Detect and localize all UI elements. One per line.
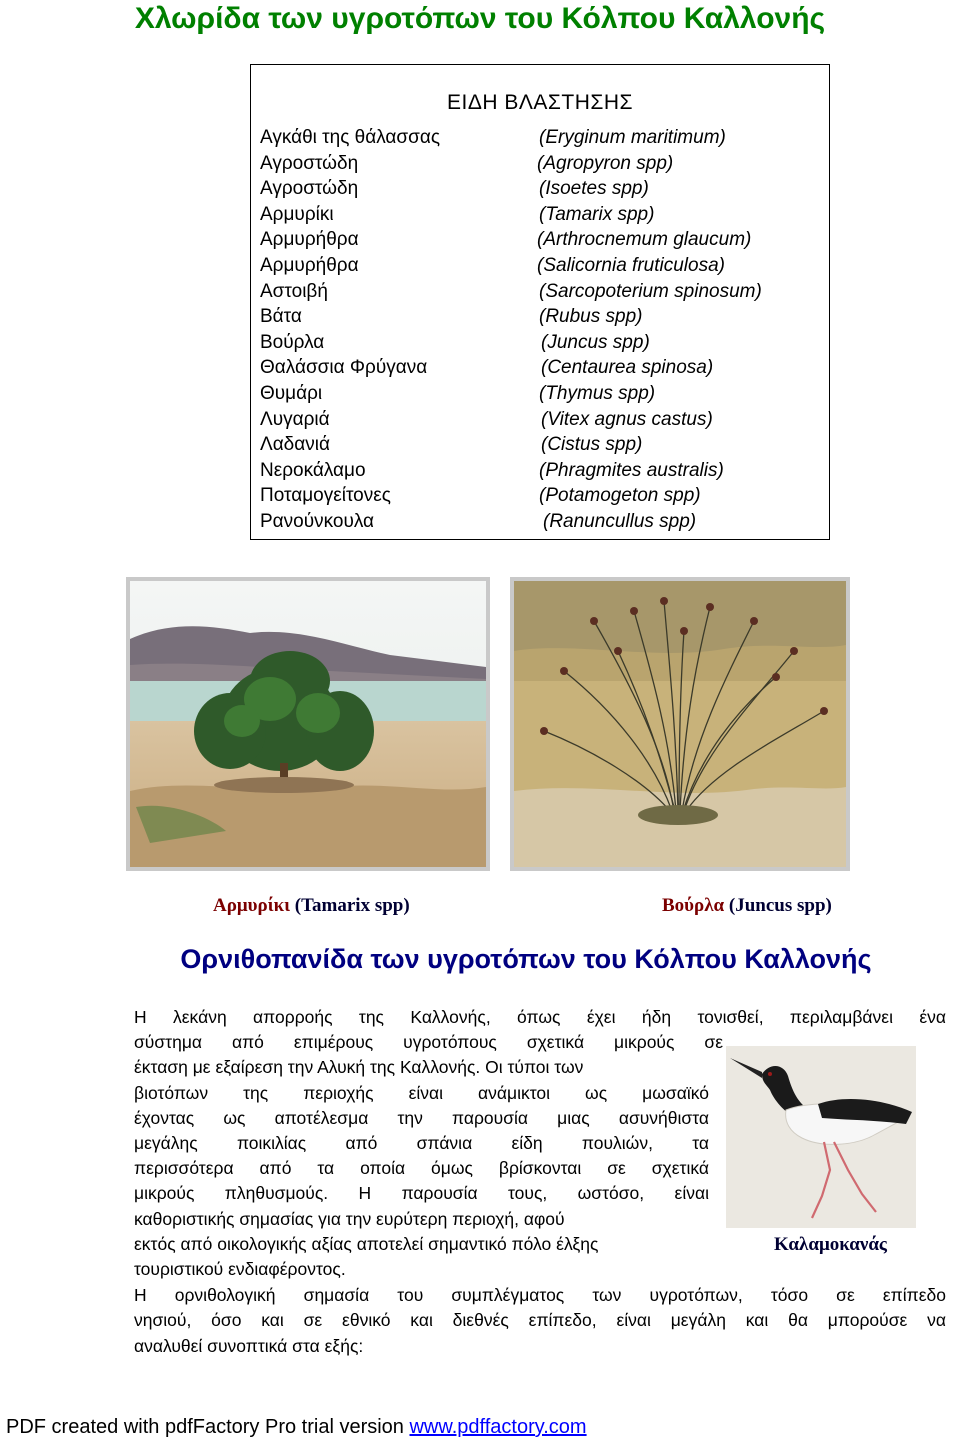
- species-row: [251, 281, 829, 307]
- juncus-caption-name: Βούρλα: [662, 895, 725, 916]
- species-scientific-name: (Isoetes spp): [539, 178, 649, 200]
- species-scientific-name: (Tamarix spp): [539, 203, 655, 225]
- body-line: νησιού, όσο και σε εθνικό και διεθνές επίπεδο, είναι μεγάλη και θα μπορούσε να: [134, 1310, 946, 1330]
- species-row: [251, 357, 829, 383]
- species-scientific-name: (Juncus spp): [541, 331, 650, 353]
- species-common-name: Αγροστώδη: [260, 152, 359, 174]
- species-row: [251, 178, 829, 204]
- footer: [6, 1416, 587, 1439]
- species-row: [251, 332, 829, 358]
- species-scientific-name: (Agropyron spp): [537, 152, 674, 174]
- tamarix-caption-latin: (Tamarix spp): [294, 895, 410, 916]
- species-scientific-name: (Rubus spp): [539, 306, 643, 328]
- species-scientific-name: (Centaurea spinosa): [541, 357, 714, 379]
- species-common-name: Ποταμογείτονες: [260, 485, 391, 507]
- body-line: μικρούς πληθυσμούς. Η παρουσία τους, ωστόσο, είναι: [134, 1183, 709, 1203]
- page-title: Χλωρίδα των υγροτόπων του Κόλπου Καλλονής: [134, 2, 826, 35]
- juncus-photo: [510, 577, 850, 871]
- species-row: [251, 306, 829, 332]
- species-scientific-name: (Sarcopoterium spinosum): [539, 280, 762, 302]
- species-table: [250, 64, 830, 540]
- species-common-name: Νεροκάλαμο: [260, 459, 366, 481]
- juncus-caption-latin: (Juncus spp): [728, 895, 832, 916]
- species-common-name: Αρμυρήθρα: [260, 255, 359, 276]
- juncus-caption: [662, 895, 832, 917]
- species-row: [251, 255, 829, 281]
- body-line: εκτός από οικολογικής αξίας αποτελεί σημαντικό πόλο έλξης: [134, 1234, 599, 1254]
- body-line: καθοριστικής σημασίας για την ευρύτερη περιοχή, αφού: [134, 1209, 565, 1229]
- body-line: Η λεκάνη απορροής της Καλλονής, όπως έχει ήδη τονισθεί, περιλαμβάνει ένα: [134, 1007, 946, 1027]
- tamarix-photo: [126, 577, 490, 871]
- species-common-name: Λαδανιά: [260, 434, 330, 456]
- species-scientific-name: (Thymus spp): [539, 383, 656, 404]
- footer-link[interactable]: www.pdffactory.com: [409, 1416, 587, 1438]
- footer-text: PDF created with pdfFactory Pro trial version: [6, 1416, 410, 1438]
- species-common-name: Θυμάρι: [260, 383, 323, 404]
- tamarix-caption-name: Αρμυρίκι: [213, 895, 291, 916]
- bird-image: [726, 1046, 916, 1228]
- species-row: [251, 127, 829, 153]
- species-common-name: Θαλάσσια Φρύγανα: [260, 357, 428, 379]
- species-common-name: Αστοιβή: [260, 280, 328, 302]
- species-common-name: Ρανούνκουλα: [260, 511, 375, 532]
- species-row: [251, 204, 829, 230]
- juncus-image: [514, 581, 846, 867]
- species-scientific-name: (Ranuncullus spp): [543, 511, 697, 532]
- body-line: Η ορνιθολογική σημασία του συμπλέγματος των υγροτόπων, τόσο σε επίπεδο: [134, 1285, 946, 1305]
- body-line: αναλυθεί συνοπτικά στα εξής:: [134, 1336, 364, 1356]
- species-common-name: Αγροστώδη: [260, 178, 359, 200]
- species-row: [251, 383, 829, 409]
- species-scientific-name: (Salicornia fruticulosa): [537, 255, 725, 276]
- species-common-name: Βάτα: [260, 306, 302, 328]
- species-common-name: Αγκάθι της θάλασσας: [260, 127, 440, 148]
- species-scientific-name: (Eryginum maritimum): [539, 127, 726, 148]
- species-scientific-name: (Potamogeton spp): [539, 485, 701, 507]
- species-common-name: Αρμυρίκι: [260, 203, 334, 225]
- body-line: μεγάλης ποικιλίας από σπάνια είδη πουλιών, τα: [134, 1133, 709, 1153]
- species-row: [251, 460, 829, 486]
- species-scientific-name: (Cistus spp): [541, 434, 643, 456]
- body-line: έκταση με εξαίρεση την Αλυκή της Καλλονής. Οι τύποι των: [134, 1057, 584, 1077]
- body-line: έχοντας ως αποτέλεσμα την παρουσία μιας ασυνήθιστα: [134, 1108, 709, 1128]
- species-common-name: Λυγαριά: [260, 408, 330, 430]
- species-row: [251, 485, 829, 511]
- species-row: [251, 434, 829, 460]
- body-line: σύστημα από επιμέρους υγροτόπους σχετικά μικρούς σε: [134, 1032, 723, 1052]
- body-line: περισσότερα από τα οποία όμως βρίσκονται σε σχετικά: [134, 1158, 709, 1178]
- bird-caption: Καλαμοκανάς: [774, 1234, 887, 1255]
- species-row: [251, 511, 829, 537]
- species-table-heading: ΕΙΔΗ ΒΛΑΣΤΗΣΗΣ: [446, 91, 633, 114]
- species-row: [251, 153, 829, 179]
- species-scientific-name: (Vitex agnus castus): [541, 408, 713, 430]
- bird-photo: [726, 1046, 916, 1228]
- section-heading: Ορνιθοπανίδα των υγροτόπων του Κόλπου Καλλονής: [180, 944, 872, 974]
- species-common-name: Αρμυρήθρα: [260, 229, 359, 251]
- tamarix-caption: [213, 895, 410, 917]
- body-line: βιοτόπων της περιοχής είναι ανάμικτοι ως μωσαϊκό: [134, 1083, 709, 1103]
- species-row: [251, 409, 829, 435]
- species-common-name: Βούρλα: [260, 331, 325, 353]
- tamarix-image: [130, 581, 486, 867]
- species-scientific-name: (Phragmites australis): [539, 459, 724, 481]
- species-row: [251, 229, 829, 255]
- body-line: τουριστικού ενδιαφέροντος.: [134, 1259, 346, 1279]
- species-scientific-name: (Arthrocnemum glaucum): [537, 229, 752, 251]
